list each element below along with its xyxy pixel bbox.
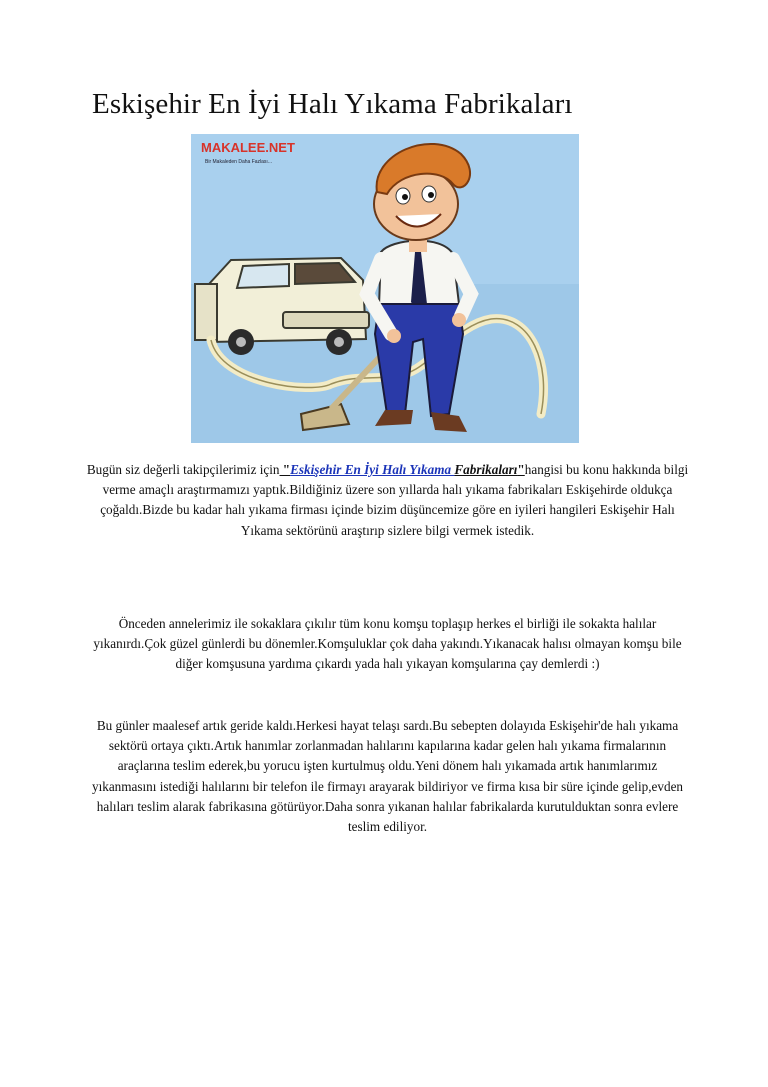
logo-text: MAKALEE.NET: [201, 140, 295, 155]
keyword-link[interactable]: Eskişehir En İyi Halı Yıkama: [290, 462, 455, 477]
history-paragraph: Önceden annelerimiz ile sokaklara çıkılır tüm konu komşu toplaşıp herkes el birliği ile sokakta halılar yıkanırdı.Çok güzel günlerdi bu dönemler.Komşuluklar çok daha yakındı.Yıkanacak halısı olmayan komşu bile diğer komşusuna yardıma çıkardı yada halı yıkayan komşularına çay demlerdi :): [93, 616, 682, 672]
intro-paragraph: [85, 460, 690, 541]
logo-tagline: Bir Makaleden Daha Fazlası...: [205, 159, 272, 165]
page-title: Eskişehir En İyi Halı Yıkama Fabrikaları: [92, 88, 573, 120]
intro-text-after: hangisi bu konu hakkında bilgi verme amaçlı araştırmamızı yaptık.Bildiğiniz üzere son yıllarda halı yıkama fabrikaları Eskişehirde oldukça çoğaldı.Bizde bu kadar halı yıkama firması içinde bizim düşüncemize göre en iyileri hangileri Eskişehir Halı Yıkama sektörünü araştırıp sizlere bilgi vermek istedik.: [100, 462, 689, 538]
carpet-cleaner-cartoon: [191, 134, 579, 443]
van: [195, 258, 369, 355]
quote-close: ": [517, 462, 525, 477]
modern-paragraph: Bu günler maalesef artık geride kaldı.Herkesi hayat telaşı sardı.Bu sebepten dolayıda Eskişehir'de halı yıkama sektörü ortaya çıktı.Artık hanımlar zorlanmadan halılarını kapılarına kadar gelen halı yıkama firmalarının araçlarına teslim ederek,bu yorucu işten kurtulmuş oldu.Yeni dönem halı yıkamada artık hanımlarımız yıkanmasını istediği halılarını bir telefon ile firmayı arayarak bildiriyor ve firma kısa bir süre içinde gelip,evden halıları teslim alarak fabrikasına götürüyor.Daha sonra yıkanan halılar fabrikalarda kurutulduktan sonra evlere teslim ediliyor.: [91, 718, 684, 835]
keyword-rest: Fabrikaları: [454, 462, 518, 477]
intro-text-before: Bugün siz değerli takipçilerimiz için: [86, 462, 280, 477]
article-illustration: [191, 134, 579, 443]
quote-open: ": [279, 462, 291, 477]
